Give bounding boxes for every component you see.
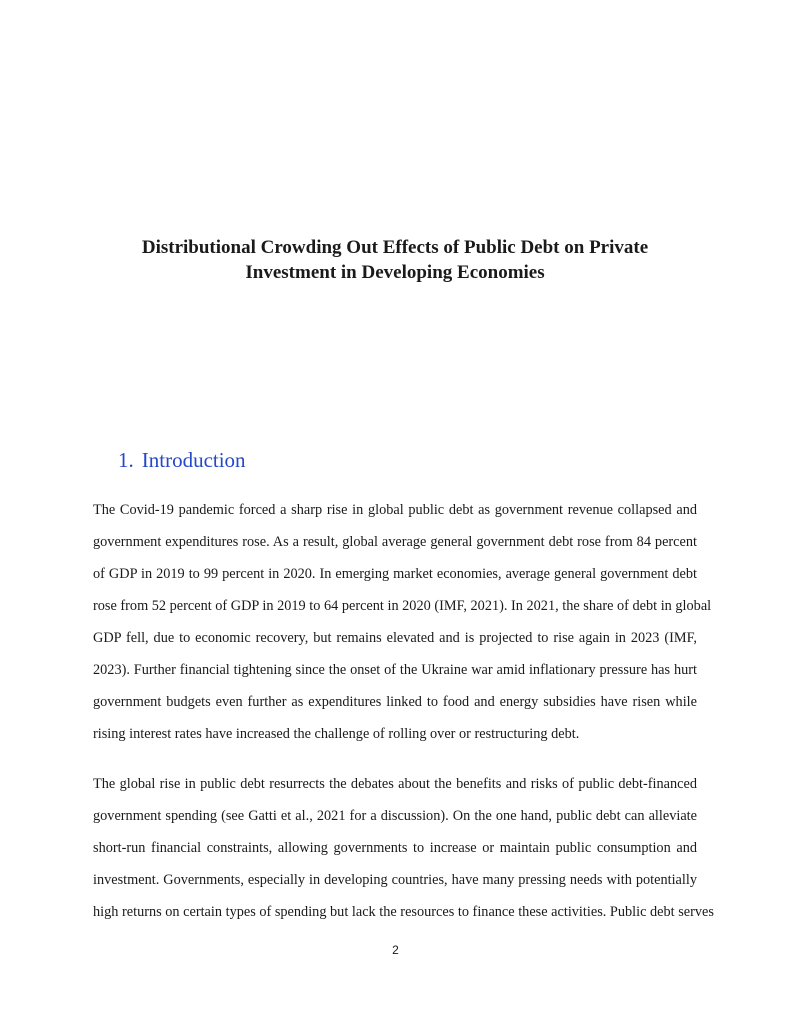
paragraph-line: of GDP in 2019 to 99 percent in 2020. In emerging market economies, average general government debt [93, 566, 697, 582]
paragraph-1 [93, 498, 712, 754]
paragraph-line: rose from 52 percent of GDP in 2019 to 64 percent in 2020 (IMF, 2021). In 2021, the share of debt in global [93, 598, 712, 614]
paragraph-line: government budgets even further as expenditures linked to food and energy subsidies have risen while [93, 694, 697, 710]
paragraph-line: investment. Governments, especially in developing countries, have many pressing needs with potentially [93, 872, 697, 888]
section-title: Introduction [141, 448, 246, 472]
paragraph-line: government expenditures rose. As a result, global average general government debt rose from 84 percent [93, 534, 697, 550]
paper-title-line-1: Distributional Crowding Out Effects of Public Debt on Private [141, 237, 649, 258]
paragraph-line: rising interest rates have increased the challenge of rolling over or restructuring debt. [93, 726, 580, 742]
paragraph-line: short-run financial constraints, allowing governments to increase or maintain public consumption and [93, 840, 697, 856]
section-heading [118, 448, 246, 473]
paragraph-2 [93, 772, 714, 932]
page-number: 2 [392, 943, 399, 957]
paragraph-line: government spending (see Gatti et al., 2021 for a discussion). On the one hand, public debt can alleviate [93, 808, 697, 824]
paragraph-line: The Covid-19 pandemic forced a sharp rise in global public debt as government revenue collapsed and [93, 502, 697, 518]
paragraph-line: The global rise in public debt resurrects the debates about the benefits and risks of public debt-financed [93, 776, 697, 792]
paragraph-line: 2023). Further financial tightening since the onset of the Ukraine war amid inflationary pressure has hurt [93, 662, 697, 678]
paper-title [95, 235, 695, 285]
paragraph-line: high returns on certain types of spending but lack the resources to finance these activities. Public debt serves [93, 904, 714, 920]
section-number: 1. [118, 448, 134, 472]
paper-title-line-2: Investment in Developing Economies [245, 262, 545, 283]
paragraph-line: GDP fell, due to economic recovery, but remains elevated and is projected to rise again in 2023 (IMF, [93, 630, 697, 646]
